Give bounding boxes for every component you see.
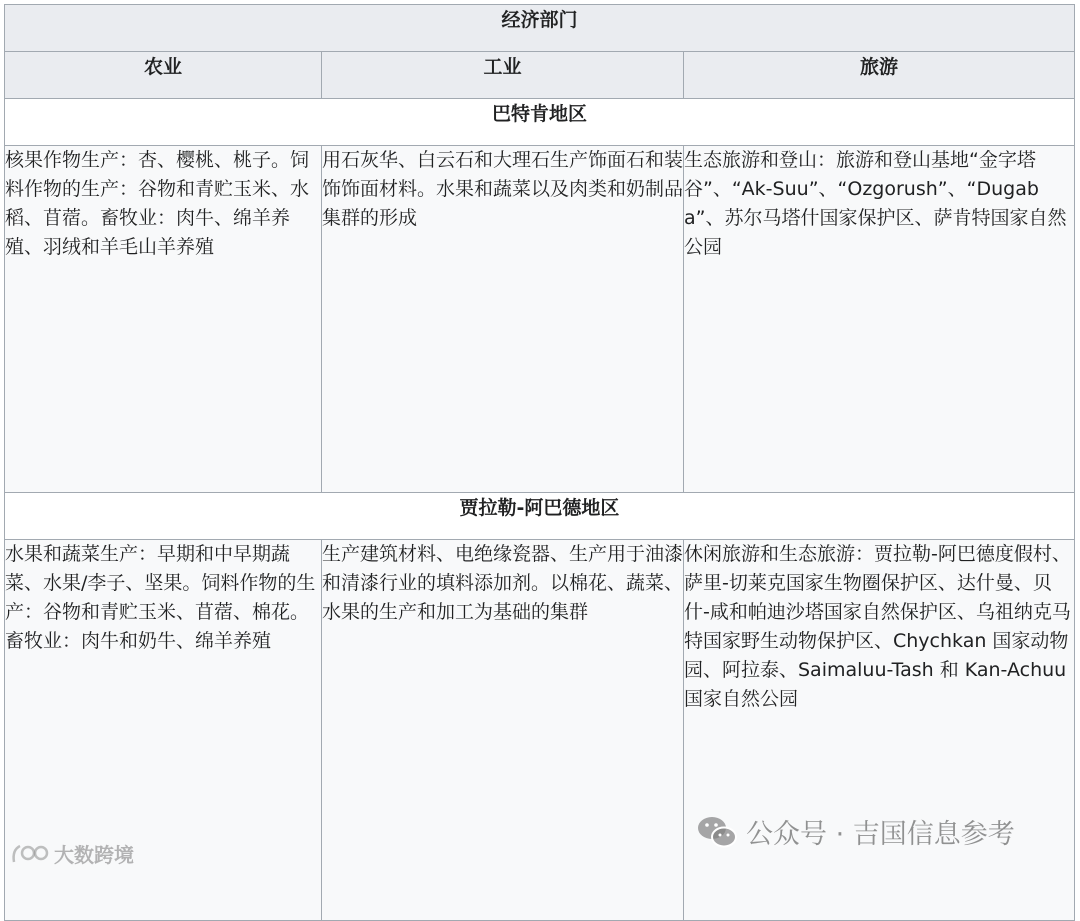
economy-table: [4, 4, 1075, 921]
column-header-industry: 工业: [322, 52, 684, 99]
watermark-left: [10, 838, 134, 868]
table-title: 经济部门: [5, 5, 1075, 52]
cell-batken-tourism: 生态旅游和登山：旅游和登山基地“金字塔谷”、“Ak-Suu”、“Ozgorush”、“Dugaba”、苏尔马塔什国家保护区、萨肯特国家自然公园: [684, 146, 1075, 493]
logo-icon: [10, 838, 50, 868]
cell-batken-agriculture: 核果作物生产：杏、樱桃、桃子。饲料作物的生产：谷物和青贮玉米、水稻、苜蓿。畜牧业：肉牛、绵羊养殖、羽绒和羊毛山羊养殖: [5, 146, 322, 493]
region-header-jalal-abad: 贾拉勒-阿巴德地区: [5, 493, 1075, 540]
table-row: [5, 146, 1075, 493]
cell-jalal-abad-agriculture: 水果和蔬菜生产：早期和中早期蔬菜、水果/李子、坚果。饲料作物的生产：谷物和青贮玉米、苜蓿、棉花。畜牧业：肉牛和奶牛、绵羊养殖: [5, 540, 322, 921]
cell-batken-industry: 用石灰华、白云石和大理石生产饰面石和装饰饰面材料。水果和蔬菜以及肉类和奶制品集群的形成: [322, 146, 684, 493]
region-header-batken: 巴特肯地区: [5, 99, 1075, 146]
cell-jalal-abad-tourism: 休闲旅游和生态旅游：贾拉勒-阿巴德度假村、萨里-切莱克国家生物圈保护区、达什曼、贝什-咸和帕迪沙塔国家自然保护区、乌祖纳克马特国家野生动物保护区、Chychkan 国家动物园、阿拉泰、Saimaluu-Tash 和 Kan-Achuu 国家自然公园: [684, 540, 1075, 921]
watermark-right: [696, 812, 1015, 851]
watermark-left-text: 大数跨境: [54, 842, 134, 867]
table-row: [5, 540, 1075, 921]
column-header-agriculture: 农业: [5, 52, 322, 99]
wechat-icon: [696, 813, 738, 851]
watermark-right-text: 公众号 · 吉国信息参考: [746, 819, 1015, 850]
column-header-tourism: 旅游: [684, 52, 1075, 99]
cell-jalal-abad-industry: 生产建筑材料、电绝缘瓷器、生产用于油漆和清漆行业的填料添加剂。以棉花、蔬菜、水果的生产和加工为基础的集群: [322, 540, 684, 921]
